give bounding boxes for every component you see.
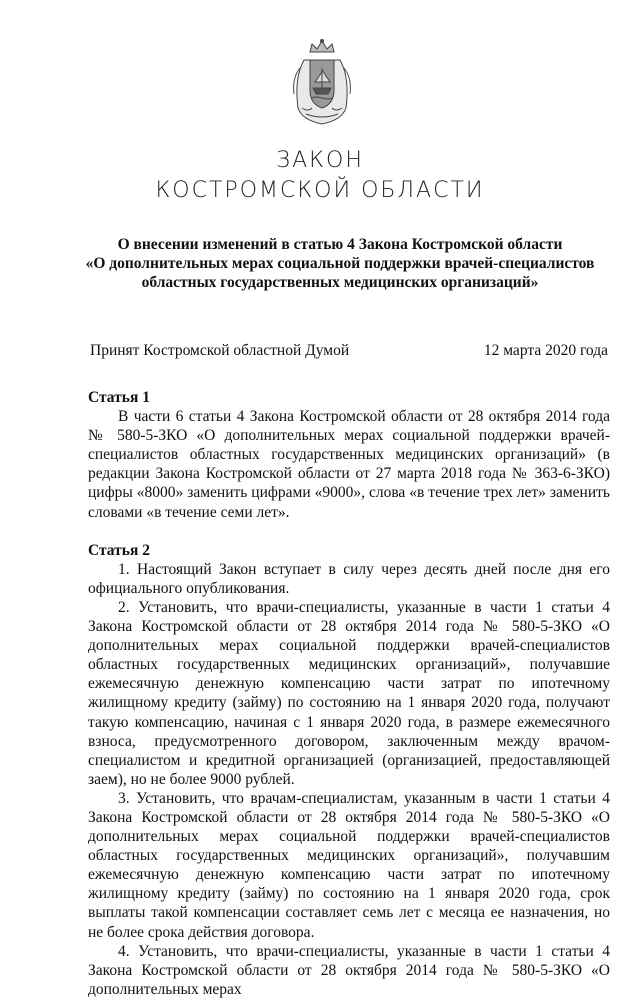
law-title-line2: КОСТРОМСКОЙ ОБЛАСТИ <box>155 178 485 203</box>
article-2-paragraph-3: 3. Установить, что врачам-специалистам, указанным в части 1 статьи 4 Закона Костромской области от 28 октября 2014 года № 580-5-ЗКО «О дополнительных мерах социальной поддержки врачей-специалистов областных государственных медицинских организаций», получавшим ежемесячную денежную компенсацию части затрат по ипотечному жилищному кредиту (займу) по состоянию на 1 января 2020 года, срок выплаты такой компенсации составляет семь лет с месяца ее назначения, но не более срока действия договора. <box>88 789 610 941</box>
kostroma-oblast-coat-of-arms-icon <box>282 38 362 128</box>
law-body <box>88 388 610 999</box>
article-1-text: В части 6 статьи 4 Закона Костромской области от 28 октября 2014 года № 580-5-ЗКО «О дополнительных мерах социальной поддержки врачей-специалистов областных государственных медицинских организаций» (в редакции Закона Костромской области от 27 марта 2018 года № 363-6-ЗКО) цифры «8000» заменить цифрами «9000», слова «в течение трех лет» заменить словами «в течение семи лет». <box>88 408 610 521</box>
article-2-heading: Статья 2 <box>88 541 150 559</box>
adoption-date: 12 марта 2020 года <box>483 342 608 359</box>
subject-line1: О внесении изменений в статью 4 Закона Костромской области <box>117 236 563 253</box>
adopted-by: Принят Костромской областной Думой <box>90 342 350 359</box>
law-title <box>0 146 640 206</box>
subject-line2: «О дополнительных мерах социальной поддержки врачей-специалистов <box>85 255 595 272</box>
adoption-line <box>90 341 610 360</box>
law-title-line1: ЗАКОН <box>276 148 364 173</box>
spacer <box>88 522 610 541</box>
law-subject <box>70 235 610 292</box>
subject-line3: областных государственных медицинских организаций» <box>141 274 539 291</box>
article-2-paragraph-1: 1. Настоящий Закон вступает в силу через десять дней после дня его официального опубликования. <box>88 560 610 597</box>
article-2-paragraph-2: 2. Установить, что врачи-специалисты, указанные в части 1 статьи 4 Закона Костромской области от 28 октября 2014 года № 580-5-ЗКО «О дополнительных мерах социальной поддержки врачей-специалистов областных государственных медицинских организаций», получавшие ежемесячную денежную компенсацию части затрат по ипотечному жилищному кредиту (займу) по состоянию на 1 января 2020 года, получают такую компенсацию, начиная с 1 января 2020 года, в размере ежемесячного взноса, предусмотренного договором, заключенным между врачом-специалистом и кредитной организацией (организацией, предоставляющей заем), но не более 9000 рублей. <box>88 598 610 788</box>
article-1-heading: Статья 1 <box>88 389 150 406</box>
article-2-paragraph-4: 4. Установить, что врачи-специалисты, указанные в части 1 статьи 4 Закона Костромской области от 28 октября 2014 года № 580-5-ЗКО «О дополнительных мерах <box>88 942 610 998</box>
